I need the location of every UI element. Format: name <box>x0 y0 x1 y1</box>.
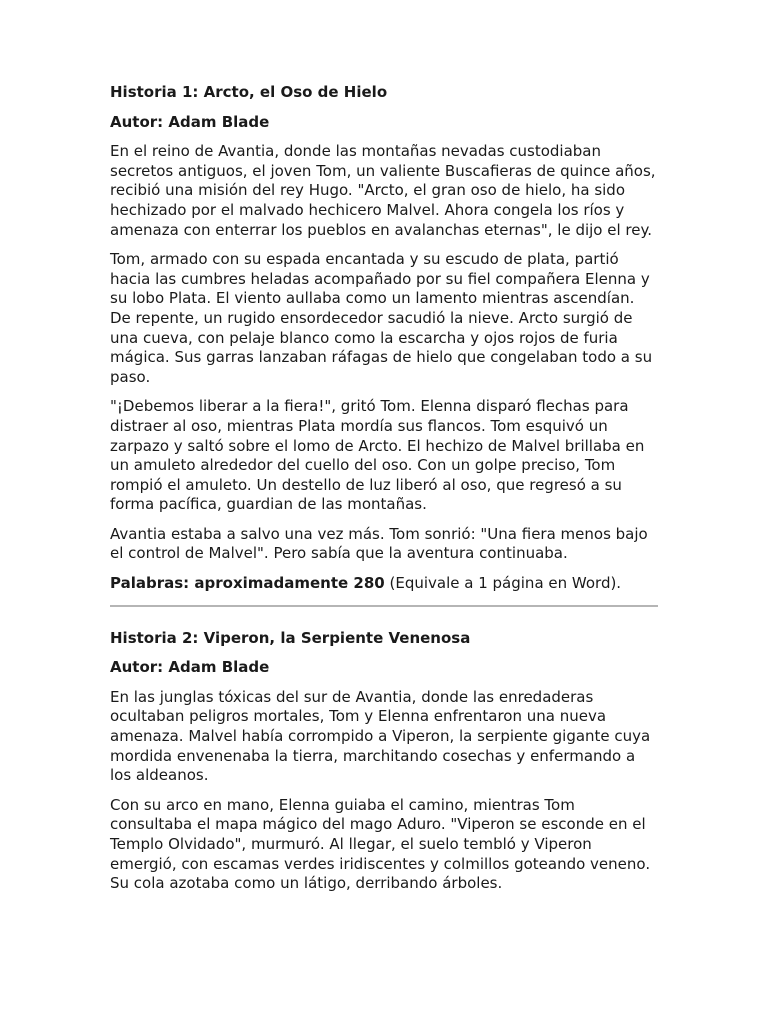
story-1-paragraph-4: Avantia estaba a salvo una vez más. Tom sonrió: "Una fiera menos bajo el control de Malvel". Pero sabía que la aventura continuaba. <box>110 524 648 563</box>
story-2-title: Historia 2: Viperon, la Serpiente Venenosa <box>110 628 471 647</box>
story-1-author: Autor: Adam Blade <box>110 112 270 131</box>
story-1-title: Historia 1: Arcto, el Oso de Hielo <box>110 83 388 101</box>
story-2-paragraph-1: En las junglas tóxicas del sur de Avantia, donde las enredaderas ocultaban peligros mortales, Tom y Elenna enfrentaron una nueva amenaza. Malvel había corrompido a Viperon, la serpiente gigante cuya mordida envenenaba la tierra, marchitando cosechas y enfermando a los aldeanos. <box>110 687 651 785</box>
word-count-label: Palabras: aproximadamente 280 <box>110 574 385 593</box>
story-2-paragraph-2: Con su arco en mano, Elenna guiaba el camino, mientras Tom consultaba el mapa mágico del mago Aduro. "Viperon se esconde en el Templo Olvidado", murmuró. Al llegar, el suelo tembló y Viperon emergió, con escamas verdes iridiscentes y colmillos goteando veneno. Su cola azotaba como un látigo, derribando árboles. <box>110 795 651 893</box>
story-1-paragraph-3: "¡Debemos liberar a la fiera!", gritó Tom. Elenna disparó flechas para distraer al oso, mientras Plata mordía sus flancos. Tom esquivó un zarpazo y saltó sobre el lomo de Arcto. El hechizo de Malvel brillaba en un amuleto alrededor del cuello del oso. Con un golpe preciso, Tom rompió el amuleto. Un destello de luz liberó al oso, que regresó a su forma pacífica, guardian de las montañas. <box>110 397 645 514</box>
section-divider <box>110 605 658 607</box>
document-page <box>110 83 658 904</box>
story-1-paragraph-1: En el reino de Avantia, donde las montañas nevadas custodiaban secretos antiguos, el joven Tom, un valiente Buscafieras de quince años, recibió una misión del rey Hugo. "Arcto, el gran oso de hielo, ha sido hechizado por el malvado hechicero Malvel. Ahora congela los ríos y amenaza con enterrar los pueblos en avalanchas eternas", le dijo el rey. <box>110 142 656 239</box>
story-1 <box>110 83 658 594</box>
story-2 <box>110 629 658 894</box>
story-1-word-count <box>110 574 658 594</box>
word-count-note: (Equivale a 1 página en Word). <box>384 574 622 593</box>
story-2-author: Autor: Adam Blade <box>110 658 270 677</box>
story-1-paragraph-2: Tom, armado con su espada encantada y su escudo de plata, partió hacia las cumbres heladas acompañado por su fiel compañera Elenna y su lobo Plata. El viento aullaba como un lamento mientras ascendían. De repente, un rugido ensordecedor sacudió la nieve. Arcto surgió de una cueva, con pelaje blanco como la escarcha y ojos rojos de furia mágica. Sus garras lanzaban ráfagas de hielo que congelaban todo a su paso. <box>110 250 653 386</box>
